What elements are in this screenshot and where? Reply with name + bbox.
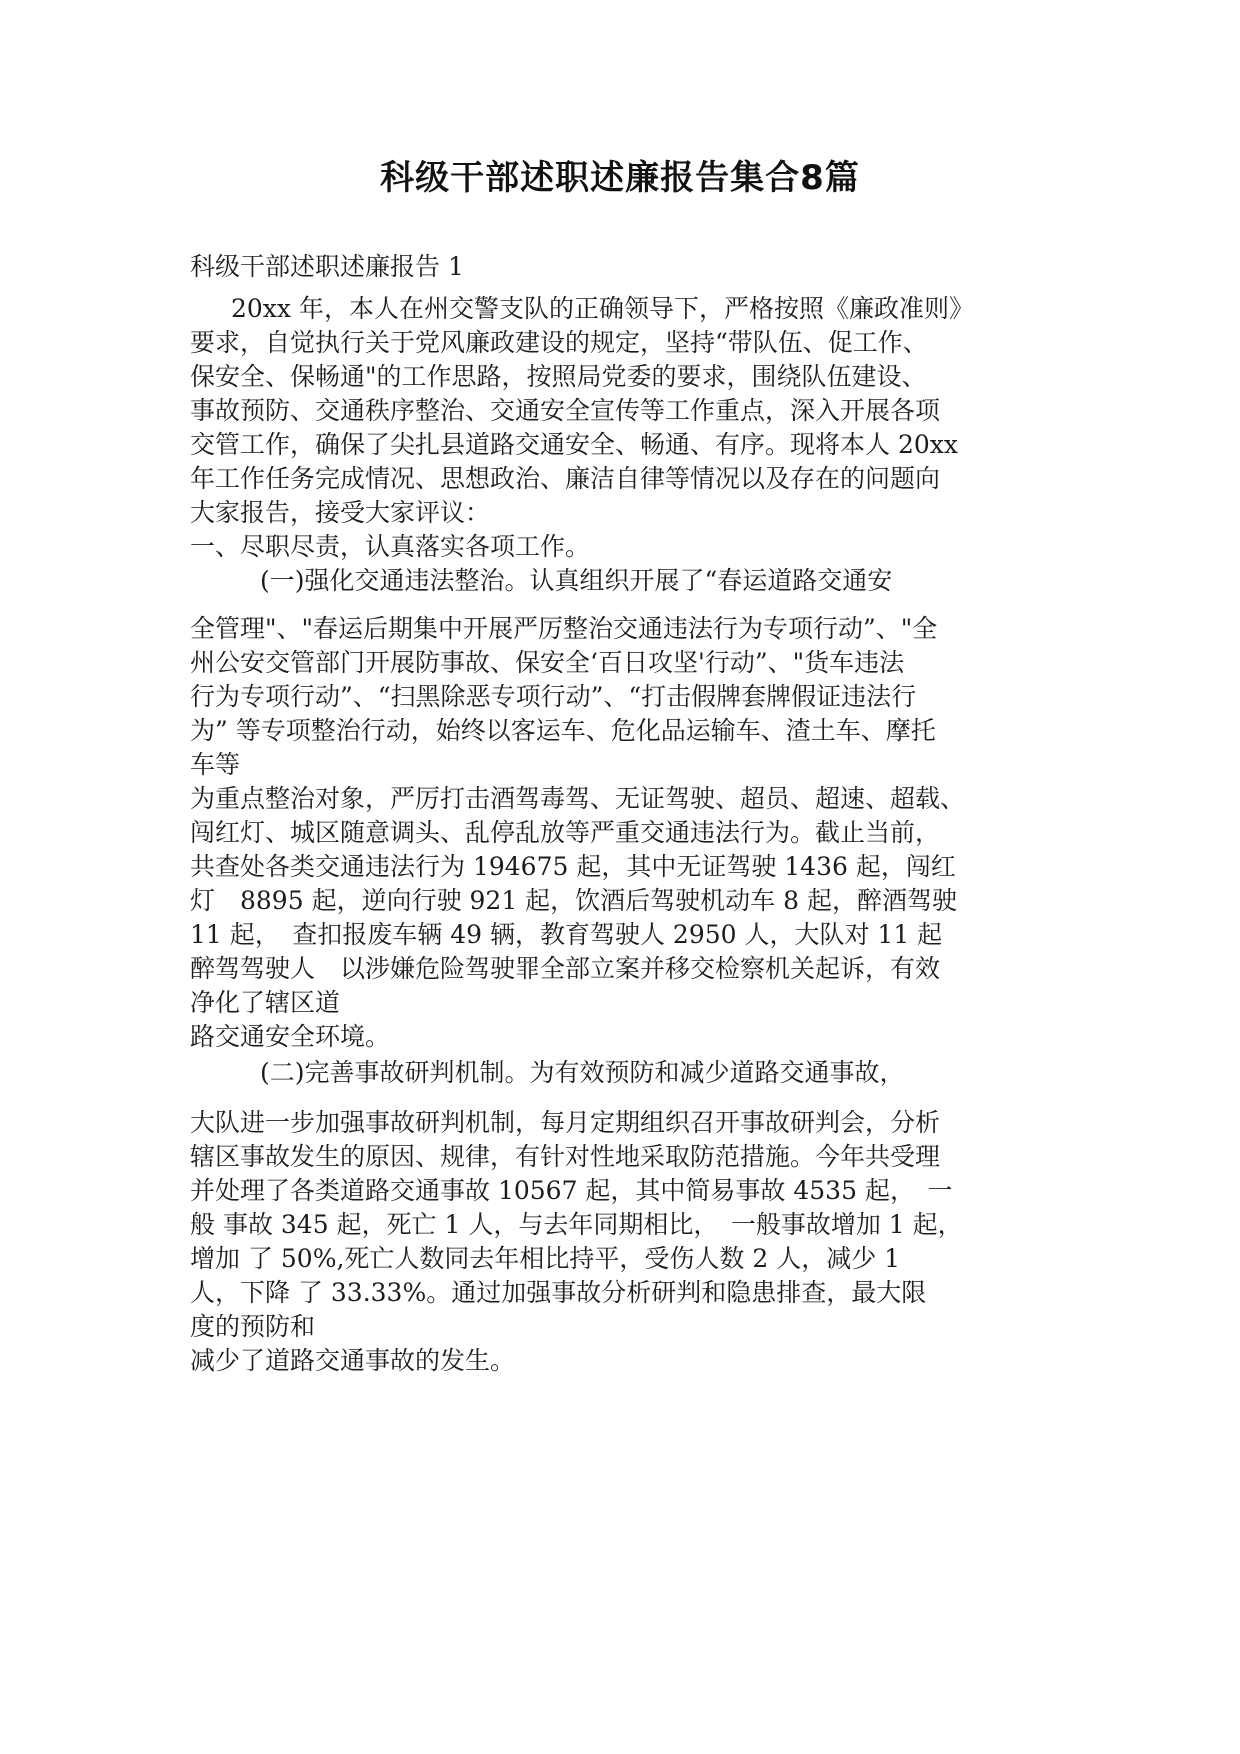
paragraph-line: 并处理了各类道路交通事故 10567 起，其中简易事故 4535 起， 一 [190, 1176, 953, 1205]
paragraph-line: 辖区事故发生的原因、规律，有针对性地采取防范措施。今年共受理 [190, 1142, 941, 1171]
paragraph-line: 11 起， 查扣报废车辆 49 辆，教育驾驶人 2950 人，大队对 11 起 [190, 920, 943, 949]
paragraph-line: 净化了辖区道 [190, 988, 341, 1017]
subsection-heading: (二)完善事故研判机制。为有效预防和减少道路交通事故， [260, 1058, 905, 1087]
page-title: 科级干部述职述廉报告集合8篇 [380, 158, 860, 198]
paragraph-line: 交管工作，确保了尖扎县道路交通安全、畅通、有序。现将本人 20xx [190, 430, 958, 459]
paragraph-line: 为” 等专项整治行动，始终以客运车、危化品运输车、渣土车、摩托 [190, 716, 936, 745]
paragraph-line: 路交通安全环境。 [190, 1022, 391, 1051]
paragraph-line: 事故预防、交通秩序整治、交通安全宣传等工作重点，深入开展各项 [190, 396, 941, 425]
paragraph-line: 灯 8895 起，逆向行驶 921 起，饮酒后驾驶机动车 8 起，醉酒驾驶 [190, 886, 957, 915]
paragraph-line: 增加 了 50%,死亡人数同去年相比持平，受伤人数 2 人，减少 1 [190, 1244, 901, 1273]
paragraph-line: 醉驾驾驶人 以涉嫌危险驾驶罪全部立案并移交检察机关起诉，有效 [190, 954, 941, 983]
paragraph-line: 行为专项行动”、“扫黑除恶专项行动”、“打击假牌套牌假证违法行 [190, 682, 917, 711]
paragraph-line: 度的预防和 [190, 1312, 316, 1341]
section-heading: 科级干部述职述廉报告 1 [190, 252, 464, 281]
paragraph-line: 年工作任务完成情况、思想政治、廉洁自律等情况以及存在的问题向 [190, 464, 941, 493]
paragraph-line: 为重点整治对象，严厉打击酒驾毒驾、无证驾驶、超员、超速、超载、 [190, 784, 966, 813]
paragraph-line: 全管理"、"春运后期集中开展严厉整治交通违法行为专项行动”、"全 [190, 614, 938, 643]
paragraph-line: 车等 [190, 750, 241, 779]
paragraph-line: 般 事故 345 起，死亡 1 人，与去年同期相比， 一般事故增加 1 起， [190, 1210, 963, 1239]
paragraph-line: 大家报告，接受大家评议： [190, 498, 491, 527]
paragraph-line: 共查处各类交通违法行为 194675 起，其中无证驾驶 1436 起，闯红 [190, 852, 956, 881]
paragraph-line: 要求，自觉执行关于党风廉政建设的规定，坚持“带队伍、促工作、 [190, 328, 928, 357]
paragraph-line: 大队进一步加强事故研判机制，每月定期组织召开事故研判会，分析 [190, 1108, 941, 1137]
paragraph-line: 人，下降 了 33.33%。通过加强事故分析研判和隐患排查，最大限 [190, 1278, 927, 1307]
subsection-heading: (一)强化交通违法整治。认真组织开展了“春运道路交通安 [260, 566, 893, 595]
paragraph-line: 闯红灯、城区随意调头、乱停乱放等严重交通违法行为。截止当前， [190, 818, 941, 847]
paragraph-line: 州公安交管部门开展防事故、保安全‘百日攻坚'行动”、"货车违法 [190, 648, 905, 677]
paragraph-line: 20xx 年，本人在州交警支队的正确领导下，严格按照《廉政准则》 [231, 294, 974, 323]
paragraph-line: 保安全、保畅通"的工作思路，按照局党委的要求，围绕队伍建设、 [190, 362, 927, 391]
paragraph-line: 减少了道路交通事故的发生。 [190, 1346, 516, 1375]
paragraph-line: 一、尽职尽责，认真落实各项工作。 [190, 532, 591, 561]
